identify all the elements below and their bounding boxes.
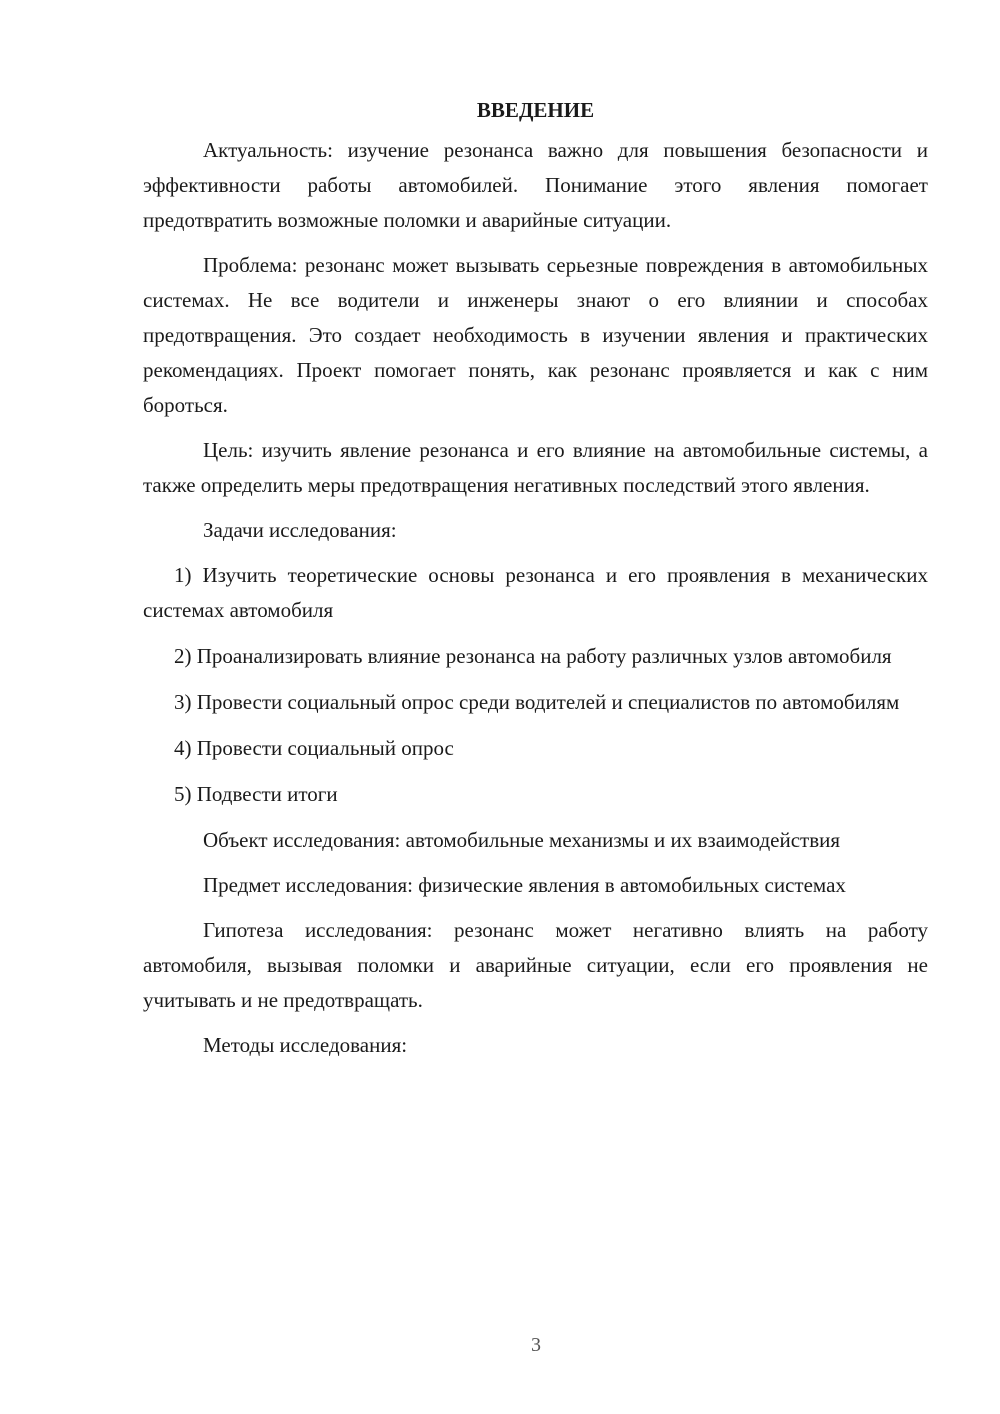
task-item-4: 4) Провести социальный опрос (174, 736, 454, 760)
hypothesis-paragraph: Гипотеза исследования: резонанс может негативно влиять на работу автомобиля, вызывая поломки и аварийные ситуации, если его проявления не учитывать и не предотвращать. (143, 918, 928, 1012)
task-item-5: 5) Подвести итоги (174, 782, 338, 806)
page-number: 3 (531, 1334, 541, 1356)
methods-heading: Методы исследования: (203, 1033, 408, 1057)
tasks-heading: Задачи исследования: (203, 518, 397, 542)
object-paragraph: Объект исследования: автомобильные механизмы и их взаимодействия (203, 828, 841, 852)
subject-paragraph: Предмет исследования: физические явления в автомобильных системах (203, 873, 846, 897)
page-title: ВВЕДЕНИЕ (476, 98, 595, 122)
task-item-1: 1) Изучить теоретические основы резонанса и его проявления в механических системах автомобиля (143, 563, 928, 622)
task-item-2: 2) Проанализировать влияние резонанса на работу различных узлов автомобиля (174, 644, 892, 668)
problem-paragraph: Проблема: резонанс может вызывать серьезные повреждения в автомобильных системах. Не все водители и инженеры знают о его влиянии и способах предотвращения. Это создает необходимость в изучении явления и практических рекомендациях. Проект помогает понять, как резонанс проявляется и как с ним бороться. (143, 253, 928, 417)
task-item-3: 3) Провести социальный опрос среди водителей и специалистов по автомобилям (174, 690, 900, 714)
relevance-paragraph: Актуальность: изучение резонанса важно для повышения безопасности и эффективности работы автомобилей. Понимание этого явления помогает предотвратить возможные поломки и аварийные ситуации. (143, 138, 928, 232)
goal-paragraph: Цель: изучить явление резонанса и его влияние на автомобильные системы, а также определить меры предотвращения негативных последствий этого явления. (143, 438, 928, 497)
document-page (143, 95, 928, 1073)
